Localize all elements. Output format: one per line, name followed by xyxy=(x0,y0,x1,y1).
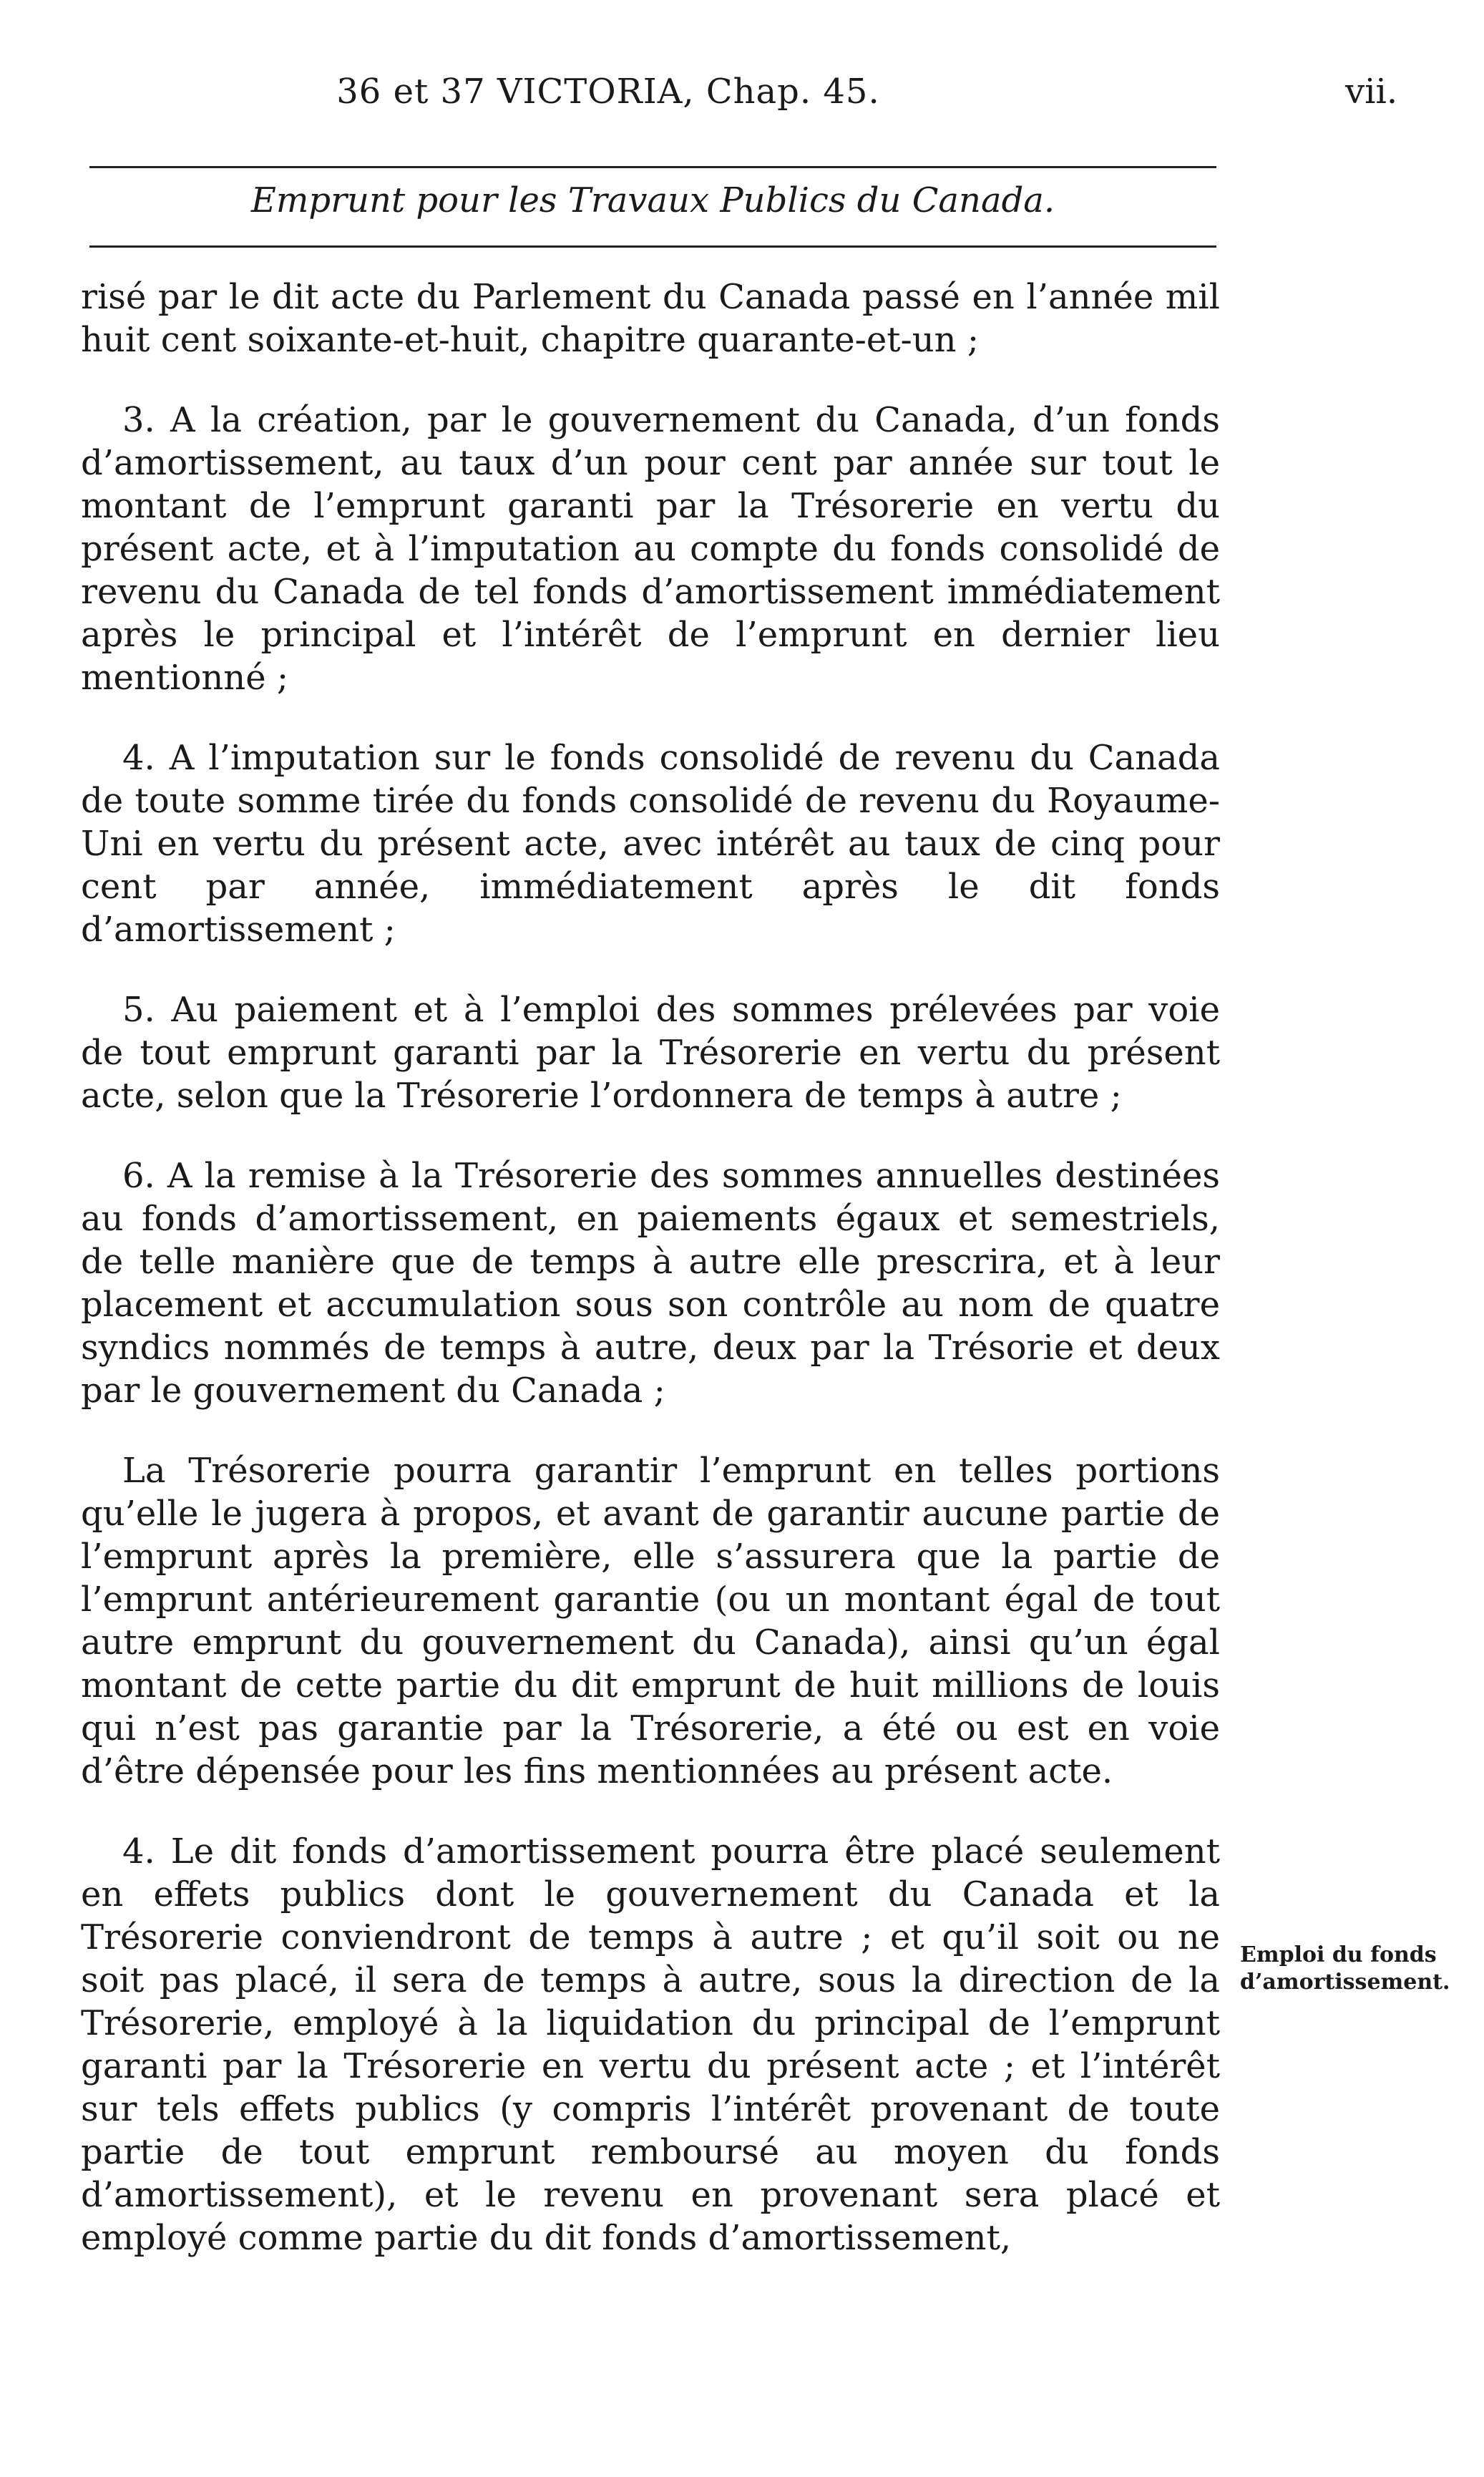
running-title: 36 et 37 VICTORIA, Chap. 45. xyxy=(336,72,880,112)
paragraph-item-3: 3. A la création, par le gouvernement du Canada, d’un fonds d’amortissement, au taux d’un pour cent par année sur tout le montant de l’emprunt garanti par la Trésorerie en vertu du présent acte, et à l’imputation au compte du fonds consolidé de revenu du Canada de tel fonds d’amortissement immédiatement après le principal et l’intérêt de l’emprunt en dernier lieu mentionné ; xyxy=(81,400,1220,698)
section-subtitle: Emprunt pour les Travaux Publics du Canada. xyxy=(250,180,1055,220)
paragraph-guarantee: La Trésorerie pourra garantir l’emprunt en telles portions qu’elle le jugera à propos, et avant de garantir aucune partie de l’emprunt après la première, elle s’assurera que la partie de l’emprunt antérieurement garantie (ou un montant égal de tout autre emprunt du gouvernement du Canada), ainsi qu’un égal montant de cette partie du dit emprunt de huit millions de louis qui n’est pas garantie par la Trésorerie, a été ou est en voie d’être dépensée pour les fins mentionnées au présent acte. xyxy=(81,1451,1220,1791)
page-number: vii. xyxy=(1345,72,1398,112)
body-text xyxy=(81,276,1220,2259)
paragraph-item-4: 4. A l’imputation sur le fonds consolidé de revenu du Canada de toute somme tirée du fonds consolidé de revenu du Royaume-Uni en vertu du présent acte, avec intérêt au taux de cinq pour cent par année, immédiatement après le dit fonds d’amortissement ; xyxy=(81,738,1220,950)
paragraph-item-5: 5. Au paiement et à l’emploi des sommes prélevées par voie de tout emprunt garanti par la Trésorerie en vertu du présent acte, selon que la Trésorerie l’ordonnera de temps à autre ; xyxy=(81,990,1220,1116)
paragraph-continuation: risé par le dit acte du Parlement du Canada passé en l’année mil huit cent soixante-et-huit, chapitre quarante-et-un ; xyxy=(81,277,1220,360)
header-rule-bottom xyxy=(89,245,1216,248)
paragraph-section-4: 4. Le dit fonds d’amortissement pourra être placé seulement en effets publics dont le gouvernement du Canada et la Trésorerie conviendront de temps à autre ; et qu’il soit ou ne soit pas placé, il sera de temps à autre, sous la direction de la Trésorerie, employé à la liquidation du principal de l’emprunt garanti par la Trésorerie en vertu du présent acte ; et l’intérêt sur tels effets publics (y compris l’intérêt provenant de toute partie de tout emprunt remboursé au moyen du fonds d’amortissement), et le revenu en provenant sera placé et employé comme partie du dit fonds d’amortissement, xyxy=(81,1831,1220,2258)
page-header xyxy=(0,72,1484,129)
header-rule-top xyxy=(89,166,1216,168)
paragraph-item-6: 6. A la remise à la Trésorerie des sommes annuelles destinées au fonds d’amortissement, en paiements égaux et semestriels, de telle manière que de temps à autre elle prescrira, et à leur placement et accumulation sous son contrôle au nom de quatre syndics nommés de temps à autre, deux par la Trésorie et deux par le gouvernement du Canada ; xyxy=(81,1156,1220,1411)
margin-note: Emploi du fonds d’amortissement. xyxy=(1240,1942,1450,1995)
